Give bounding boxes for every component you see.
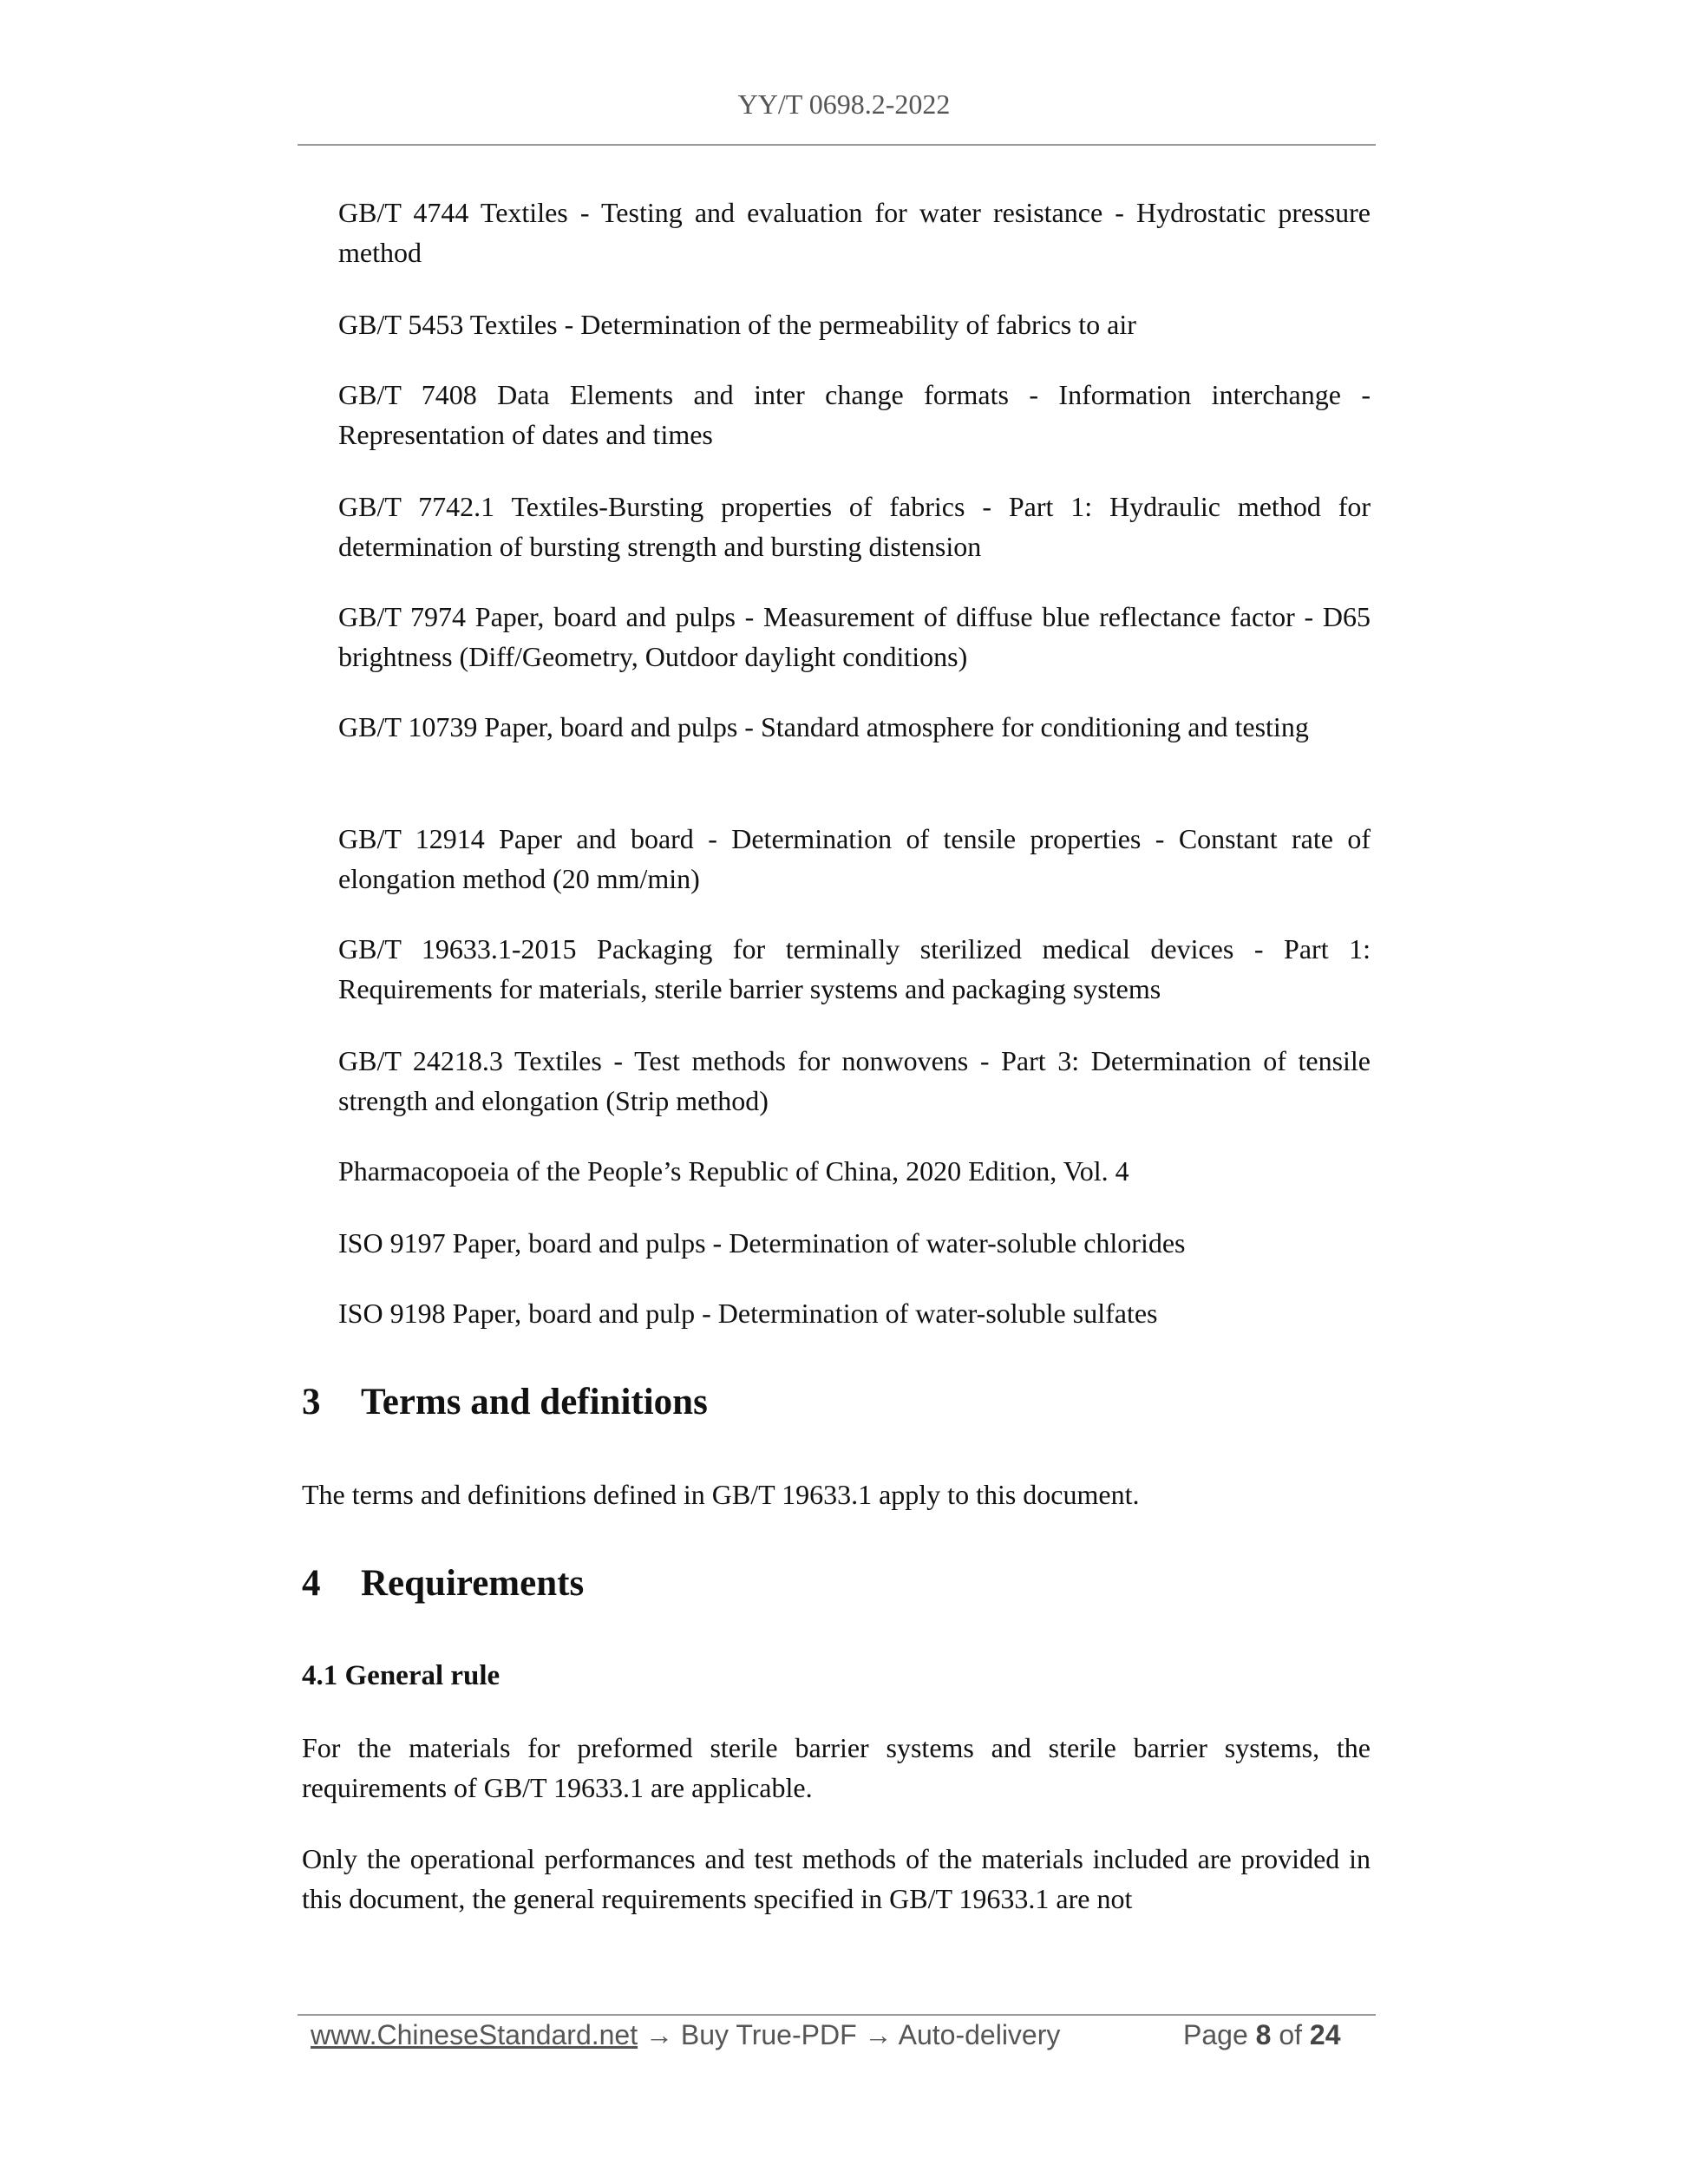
website-link[interactable]: www.ChineseStandard.net [311, 2019, 638, 2050]
section-number: 4 [302, 1563, 321, 1604]
section-3-heading [302, 1381, 708, 1423]
page-total: 24 [1309, 2019, 1341, 2050]
paragraph: Only the operational performances and test methods of the materials included are provided in this document, the general requirements specified in GB/T 19633.1 are not [302, 1843, 1371, 1914]
reference-item: GB/T 12914 Paper and board - Determination of tensile properties - Constant rate of elongation method (20 mm/min) [338, 823, 1371, 894]
reference-item: GB/T 10739 Paper, board and pulps - Standard atmosphere for conditioning and testing [338, 711, 1309, 742]
reference-item: GB/T 5453 Textiles - Determination of the permeability of fabrics to air [338, 309, 1136, 340]
buy-text: Buy True-PDF [680, 2019, 857, 2050]
subsection-4-1-heading: 4.1 General rule [302, 1660, 501, 1691]
section-number: 3 [302, 1382, 321, 1422]
reference-item: GB/T 7974 Paper, board and pulps - Measurement of diffuse blue reflectance factor - D65 brightness (Diff/Geometry, Outdoor daylight conditions) [338, 601, 1371, 672]
of-label: of [1279, 2019, 1302, 2050]
section-4-heading [302, 1562, 584, 1605]
footer-rule [298, 2014, 1376, 2016]
reference-item: ISO 9198 Paper, board and pulp - Determination of water-soluble sulfates [338, 1298, 1158, 1329]
section-title: Terms and definitions [361, 1382, 708, 1422]
reference-item: GB/T 7742.1 Textiles-Bursting properties of fabrics - Part 1: Hydraulic method for determination of bursting strength and bursting distension [338, 491, 1371, 562]
reference-item: ISO 9197 Paper, board and pulps - Determination of water-soluble chlorides [338, 1227, 1186, 1259]
reference-item: Pharmacopoeia of the People’s Republic of China, 2020 Edition, Vol. 4 [338, 1155, 1129, 1187]
page-number: 8 [1255, 2019, 1272, 2050]
arrow-icon: → [645, 2019, 673, 2050]
section-3-text: The terms and definitions defined in GB/T 19633.1 apply to this document. [302, 1479, 1140, 1510]
page-label: Page [1183, 2019, 1248, 2050]
paragraph: For the materials for preformed sterile barrier systems and sterile barrier systems, the requirements of GB/T 19633.1 are applicable. [302, 1732, 1371, 1803]
delivery-text: Auto-delivery [898, 2019, 1061, 2050]
header-rule [298, 144, 1376, 146]
reference-item: GB/T 4744 Textiles - Testing and evaluation for water resistance - Hydrostatic pressure method [338, 197, 1371, 268]
arrow-icon: → [864, 2019, 893, 2050]
reference-item: GB/T 7408 Data Elements and inter change formats - Information interchange - Representation of dates and times [338, 379, 1371, 450]
reference-item: GB/T 24218.3 Textiles - Test methods for nonwovens - Part 3: Determination of tensile strength and elongation (Strip method) [338, 1045, 1371, 1116]
page-indicator [1183, 2019, 1340, 2051]
section-title: Requirements [361, 1563, 585, 1604]
document-header: YY/T 0698.2-2022 [737, 88, 951, 120]
reference-item: GB/T 19633.1-2015 Packaging for terminally sterilized medical devices - Part 1: Requirements for materials, sterile barrier systems and packaging systems [338, 933, 1371, 1004]
footer-promo [311, 2019, 1060, 2051]
